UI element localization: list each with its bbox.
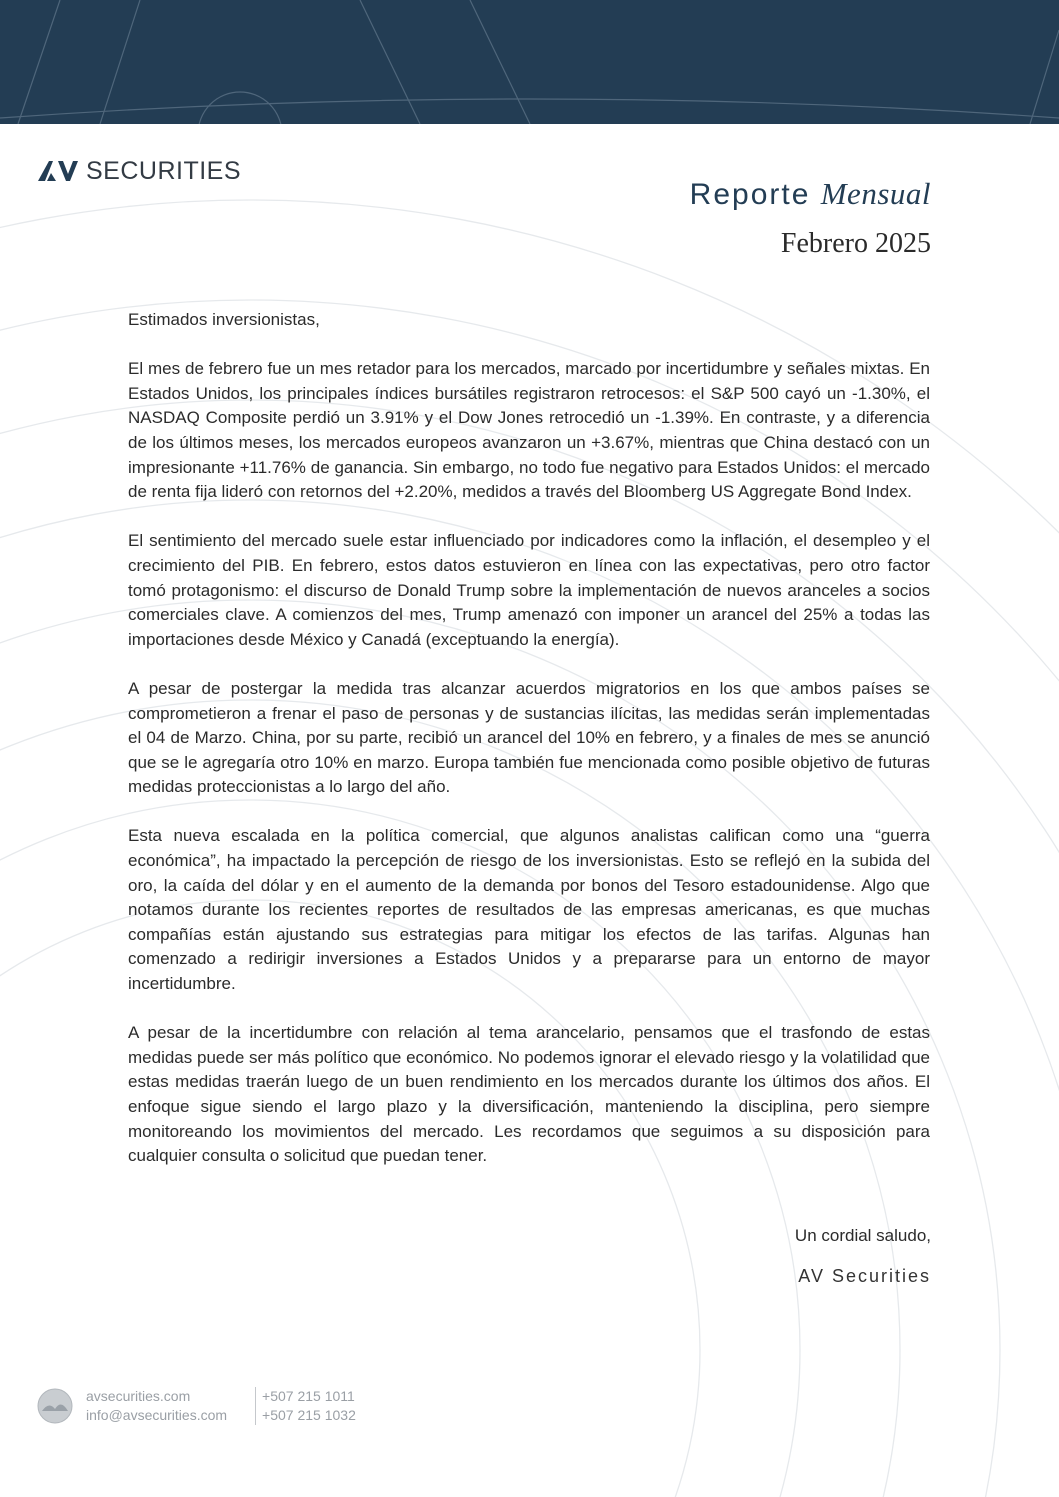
paragraph-5: A pesar de la incertidumbre con relación al tema arancelario, pensamos que el trasfondo de estas medidas puede ser más político que económico. No podemos ignorar el elevado riesgo y la volatilidad que estas medidas traerán luego de un buen rendimiento en los mercados durante los últimos dos años. El enfoque sigue siendo el largo plazo y la diversificación, manteniendo la disciplina, pero siempre monitoreando los movimientos del mercado. Les recordamos que seguimos a su disposición para cualquier consulta o solicitud que puedan tener. [128,1023,930,1166]
footer-website-link[interactable]: avsecurities.com [86,1388,191,1404]
paragraph-3: A pesar de postergar la medida tras alcanzar acuerdos migratorios en los que ambos países se comprometieron a frenar el paso de personas y de sustancias ilícitas, las medidas serán implementadas el 04 de Marzo. China, por su parte, recibió un arancel del 10% en febrero, y a finales de mes se anunció que se le agregaría otro 10% en marzo. Europa también fue mencionada como posible objetivo de futuras medidas proteccionistas a lo largo del año. [128,678,930,797]
letter-body [128,308,930,1193]
av-logo-mark [36,160,82,182]
closing-block [795,1226,931,1287]
footer [36,1384,356,1428]
paragraph-2: El sentimiento del mercado suele estar influenciado por indicadores como la inflación, el desempleo y el crecimiento del PIB. En febrero, estos datos estuvieron en línea con las expectativas, pero otro factor tomó protagonismo: el discurso de Donald Trump sobre la implementación de nuevos aranceles a socios comerciales clave. A comienzos del mes, Trump amenazó con imponer un arancel del 25% a todas las importaciones desde México y Canadá (exceptuando la energía). [128,531,930,649]
report-title-main: Reporte [689,178,811,211]
report-title [690,176,931,212]
report-date: Febrero 2025 [780,228,931,259]
header-band [0,0,1059,124]
company-logo [36,158,241,184]
report-title-italic: Mensual [820,176,931,211]
signature: AV Securities [798,1266,931,1286]
footer-contact-web [86,1387,227,1425]
logo-wordmark: SECURITIES [86,157,242,185]
greeting: Estimados inversionistas, [128,310,320,329]
footer-phone-2: +507 215 1032 [262,1407,356,1423]
globe-icon [36,1387,74,1425]
footer-phone-1: +507 215 1011 [262,1388,355,1404]
paragraph-4: Esta nueva escalada en la política comercial, que algunos analistas califican como una “guerra económica”, ha impactado la percepción de riesgo de los inversionistas. Esto se reflejó en la subida del oro, la caída del dólar y en el aumento de la demanda por bonos del Tesoro estadounidense. Algo que notamos durante los recientes reportes de resultados de las empresas americanas, es que muchas compañías están ajustando sus estrategias para mitigar los efectos de las tarifas. Algunas han comenzado a redirigir inversiones a Estados Unidos y a prepararse para un entorno de mayor incertidumbre. [128,826,930,994]
footer-divider [255,1387,256,1425]
footer-contact-phones [262,1387,356,1425]
closing-line: Un cordial saludo, [794,1226,931,1245]
header-decoration [0,0,1059,124]
paragraph-1: El mes de febrero fue un mes retador para los mercados, marcado por incertidumbre y señales mixtas. En Estados Unidos, los principales índices bursátiles registraron retrocesos: el S&P 500 cayó un -1.30%, el NASDAQ Composite perdió un 3.91% y el Dow Jones retrocedió un -1.39%. En contraste, y a diferencia de los últimos meses, los mercados europeos avanzaron un +3.67%, mientras que China destacó con un impresionante +11.76% de ganancia. Sin embargo, no todo fue negativo para Estados Unidos: el mercado de renta fija lideró con retornos del +2.20%, medidos a través del Bloomberg US Aggregate Bond Index. [128,359,930,502]
footer-email-link[interactable]: info@avsecurities.com [86,1407,228,1423]
